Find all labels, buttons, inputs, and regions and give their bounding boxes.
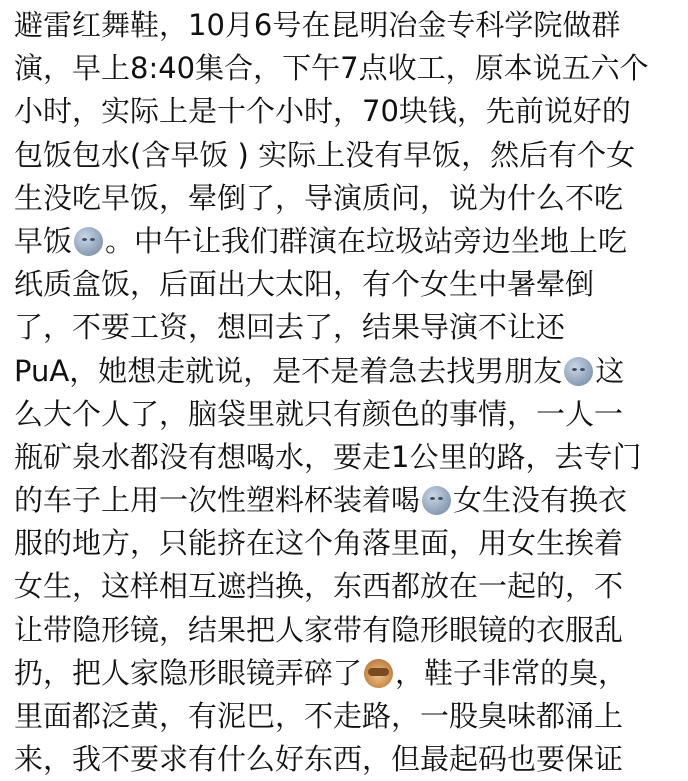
- text-line: 了，不要工资，想回去了，结果导演不让还: [14, 310, 566, 345]
- text-line: 包饭包水(含早饭 ) 实际上没有早饭，然后有个女: [14, 137, 636, 172]
- moon-face-icon: [74, 227, 103, 256]
- text-line: 的车子上用一次性塑料杯装着喝 女生没有换衣: [14, 483, 628, 518]
- text-line: 生没吃早饭，晕倒了，导演质问，说为什么不吃: [14, 180, 624, 215]
- text-line: 扔，把人家隐形眼镜弄碎了 ，鞋子非常的臭，: [14, 655, 628, 690]
- text-line: 让带隐形镜，结果把人家带有隐形眼镜的衣服乱: [14, 612, 624, 647]
- text-line: 么大个人了，脑袋里就只有颜色的事情，一人一: [14, 396, 624, 431]
- text-line: PuA，她想走就说，是不是着急去找男朋友 这: [14, 353, 625, 388]
- text-line: 女生，这样相互遮挡换，东西都放在一起的，不: [14, 569, 624, 604]
- text-line: 来，我不要求有什么好东西，但最起码也要保证: [14, 742, 624, 777]
- text-line: 避雷红舞鞋，10月6号在昆明冶金专科学院做群: [14, 8, 621, 42]
- moon-face-icon: [564, 357, 593, 386]
- see-no-evil-monkey-icon: [364, 659, 393, 688]
- moon-face-icon: [422, 486, 451, 515]
- text-line: 瓶矿泉水都没有想喝水，要走1公里的路，去专门: [14, 439, 642, 474]
- text-line: 里面都泛黄，有泥巴，不走路，一股臭味都涌上: [14, 699, 624, 733]
- text-line: 早饭 。中午让我们群演在垃圾站旁边坐地上吃: [14, 223, 628, 258]
- text-line: 纸质盒饭，后面出大太阳，有个女生中暑晕倒: [14, 267, 595, 302]
- text-line: 演，早上8:40集合，下午7点收工，原本说五六个: [14, 51, 649, 86]
- text-line: 小时，实际上是十个小时，70块钱，先前说好的: [14, 94, 631, 129]
- text-line: 服的地方，只能挤在这个角落里面，用女生挨着: [14, 526, 624, 561]
